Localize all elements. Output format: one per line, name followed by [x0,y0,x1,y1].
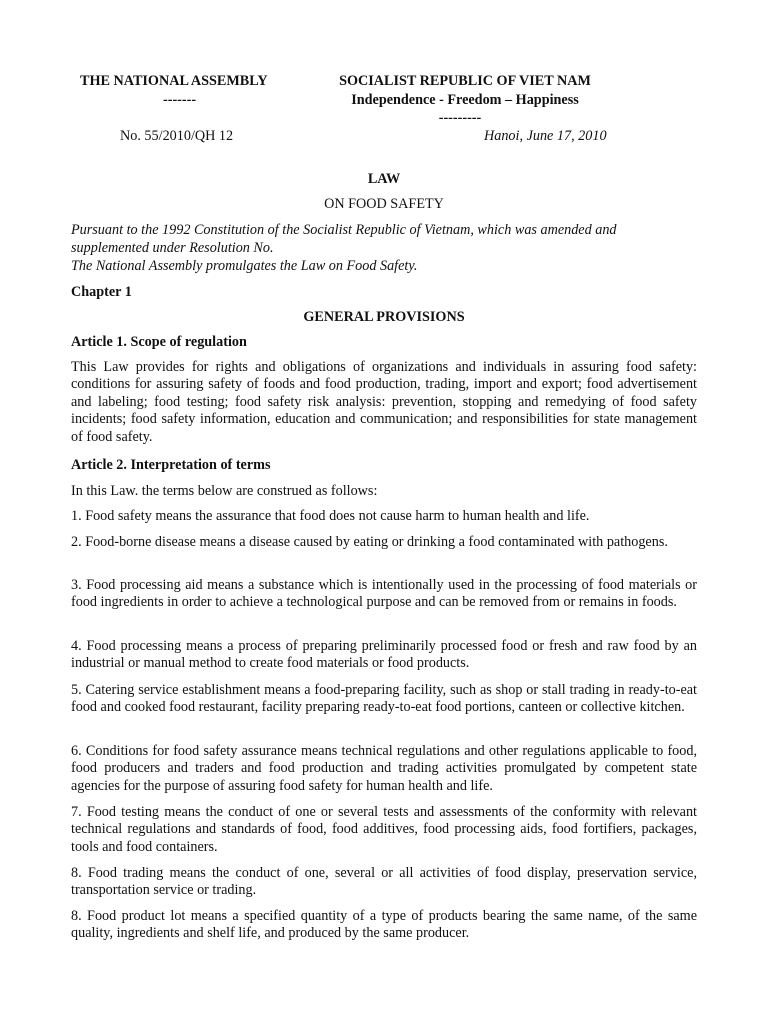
term-item: 3. Food processing aid means a substance which is intentionally used in the processing of food materials or food ingredients in order to achieve a technological purpose and can be removed from or remains in foods. [71,577,697,611]
preamble-line-3: The National Assembly promulgates the Law on Food Safety. [71,258,418,274]
country-motto: Independence - Freedom – Happiness [351,92,579,108]
law-title: LAW [367,171,401,187]
article-1-text: This Law provides for rights and obligations of organizations and individuals in assuring food safety: conditions for assuring safety of foods and food production, trading, import and export; food advertisement and labeling; food testing; food safety risk analysis: prevention, stopping and remedying of food safety incidents; food safety information, education and communication; and responsibilities for state management of food safety. [71,359,697,445]
preamble-line-2: supplemented under Resolution No. [71,240,274,256]
country-title: SOCIALIST REPUBLIC OF VIET NAM [339,73,591,89]
term-item: 8. Food trading means the conduct of one, several or all activities of food display, preservation service, transportation service or trading. [71,865,697,899]
law-subtitle: ON FOOD SAFETY [324,196,444,212]
term-item: 1. Food safety means the assurance that food does not cause harm to human health and life. [71,508,590,524]
term-item: 5. Catering service establishment means a food-preparing facility, such as shop or stall trading in ready-to-eat food and cooked food restaurant, facility preparing ready-to-eat food portions, canteen or collective kitchen. [71,682,697,716]
place-date: Hanoi, June 17, 2010 [484,128,607,144]
chapter-label: Chapter 1 [71,284,132,300]
issuer-rule: ------- [163,92,197,108]
country-rule: --------- [438,110,482,126]
article-2-heading: Article 2. Interpretation of terms [71,457,271,473]
preamble-line-1: Pursuant to the 1992 Constitution of the Socialist Republic of Vietnam, which was amended and [71,222,617,238]
term-item: 8. Food product lot means a specified quantity of a type of products bearing the same name, of the same quality, ingredients and shelf life, and produced by the same producer. [71,908,697,942]
term-item: 6. Conditions for food safety assurance means technical regulations and other regulations applicable to food, food producers and traders and food production and trading activities promulgated by competent state agencies for the purpose of assuring food safety for human health and life. [71,743,697,794]
chapter-title: GENERAL PROVISIONS [303,309,465,325]
article-1-heading: Article 1. Scope of regulation [71,334,247,350]
term-item: 7. Food testing means the conduct of one or several tests and assessments of the conformity with relevant technical regulations and standards of food, food additives, food processing aids, food fortifiers, packages, tools and food containers. [71,804,697,855]
document-number: No. 55/2010/QH 12 [120,128,234,144]
article-2-intro: In this Law. the terms below are construed as follows: [71,483,378,499]
term-item: 4. Food processing means a process of preparing preliminarily processed food or fresh and raw food by an industrial or manual method to create food materials or food products. [71,638,697,672]
term-item: 2. Food-borne disease means a disease caused by eating or drinking a food contaminated with pathogens. [71,534,668,550]
issuer-title: THE NATIONAL ASSEMBLY [80,73,268,89]
